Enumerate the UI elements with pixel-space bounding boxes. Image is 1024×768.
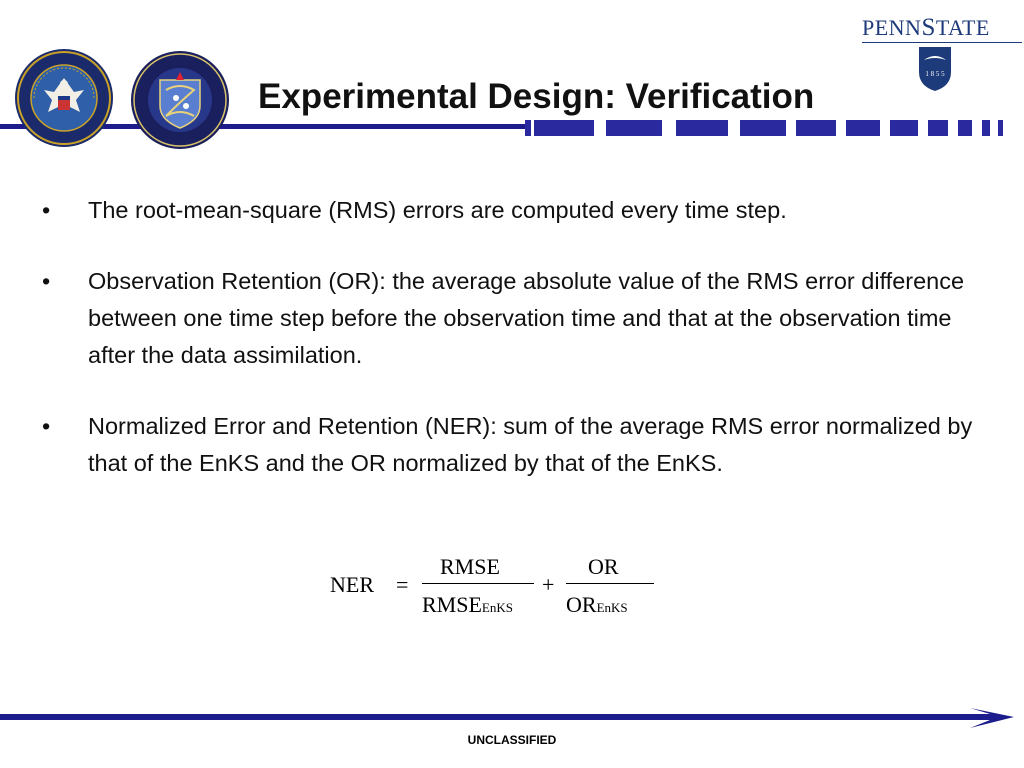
header-stripe-segment (525, 120, 531, 136)
header-stripe-segment (676, 120, 728, 136)
bullet-text: Observation Retention (OR): the average absolute value of the RMS error difference between one time step before the observation time and that at the observation time after the data assimilation. (88, 268, 965, 368)
equation-frac2-subscript: EnKS (596, 600, 628, 615)
header-stripe-segment (740, 120, 786, 136)
equation-equals: = (396, 572, 409, 597)
footer-arrow-icon (950, 708, 1014, 728)
equation-frac2-numerator: OR (588, 554, 619, 579)
header-stripe-segment (982, 120, 990, 136)
bullet-marker: • (42, 413, 51, 439)
header-stripe-segment (606, 120, 662, 136)
equation-frac2-bar (566, 583, 654, 584)
equation-frac2-denominator: OREnKS (566, 592, 628, 617)
equation-lhs: NER (330, 572, 374, 597)
jsto-seal-logo (130, 50, 230, 150)
bullet-text: The root-mean-square (RMS) errors are computed every time step. (88, 197, 787, 223)
ner-equation (330, 548, 670, 628)
bullet-marker: • (42, 197, 51, 223)
equation-frac1-denominator: RMSEEnKS (422, 592, 513, 617)
pennstate-logo (862, 10, 1022, 90)
equation-frac1-subscript: EnKS (481, 600, 513, 615)
bullet-list (42, 192, 992, 482)
bullet-item (42, 263, 992, 374)
pennstate-rule (862, 42, 1022, 43)
header-stripe-segment (534, 120, 594, 136)
bullet-item (42, 192, 992, 229)
header-stripe-segment (958, 120, 972, 136)
equation-frac1-bar (422, 583, 534, 584)
dtra-seal-logo (14, 48, 114, 148)
pennstate-shield-icon (918, 46, 952, 92)
header-stripe-segment (890, 120, 918, 136)
equation-frac1-numerator: RMSE (440, 554, 500, 579)
header-stripe-segment (846, 120, 880, 136)
header-stripe-segment (928, 120, 948, 136)
equation-plus: + (542, 572, 555, 597)
page-title: Experimental Design: Verification (258, 77, 815, 116)
svg-text:1 8 5 5: 1 8 5 5 (925, 70, 945, 78)
header-stripe-segment (998, 120, 1003, 136)
bullet-text: Normalized Error and Retention (NER): sum of the average RMS error normalized by that of the EnKS and the OR normalized by that of the EnKS. (88, 413, 973, 476)
footer-rule (0, 714, 975, 720)
bullet-item (42, 408, 992, 482)
header-stripe-segment (796, 120, 836, 136)
bullet-marker: • (42, 268, 51, 294)
classification-label: UNCLASSIFIED (467, 733, 557, 747)
pennstate-wordmark: PENNSTATE (862, 14, 990, 41)
header-band (0, 0, 1024, 150)
